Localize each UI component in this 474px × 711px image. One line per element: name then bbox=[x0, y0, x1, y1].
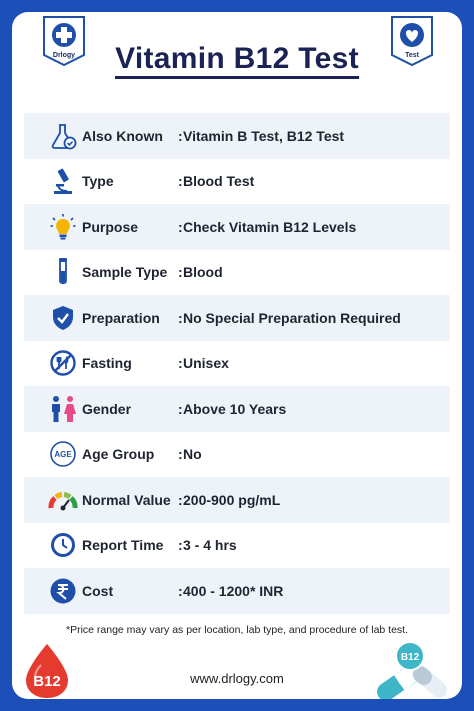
row-label: Also Known bbox=[82, 127, 163, 144]
row-separator: : bbox=[178, 173, 183, 190]
row-label: Normal Value bbox=[82, 491, 171, 508]
test-badge-label: Test bbox=[405, 52, 419, 59]
row-label: Cost bbox=[82, 582, 114, 599]
info-row-purpose bbox=[24, 204, 450, 250]
shield-check-icon bbox=[48, 303, 78, 333]
drop-b12-label: B12 bbox=[33, 673, 61, 690]
row-label: Type bbox=[82, 173, 114, 190]
row-value: Check Vitamin B12 Levels bbox=[183, 218, 357, 235]
info-row-age-group bbox=[24, 432, 450, 478]
test-tube-icon bbox=[48, 257, 78, 287]
info-row-type bbox=[24, 159, 450, 205]
row-value: No bbox=[183, 446, 202, 463]
info-row-fasting bbox=[24, 341, 450, 387]
flask-check-icon bbox=[48, 121, 78, 151]
svg-text:AGE: AGE bbox=[54, 450, 72, 460]
drlogy-badge-label: Drlogy bbox=[52, 52, 76, 59]
capsule-b12-icon bbox=[370, 638, 452, 699]
row-separator: : bbox=[178, 537, 183, 554]
row-value: 200-900 pg/mL bbox=[183, 491, 281, 508]
info-row-normal-value bbox=[24, 477, 450, 523]
row-separator: : bbox=[178, 309, 183, 326]
rupee-icon bbox=[48, 576, 78, 606]
row-separator: : bbox=[178, 400, 183, 417]
row-separator: : bbox=[178, 355, 183, 372]
row-value: Blood Test bbox=[183, 173, 255, 190]
row-value: 3 - 4 hrs bbox=[183, 537, 237, 554]
row-label: Sample Type bbox=[82, 264, 168, 281]
row-value: Blood bbox=[183, 264, 223, 281]
info-row-preparation bbox=[24, 295, 450, 341]
row-separator: : bbox=[178, 264, 183, 281]
capsule-b12-label: B12 bbox=[400, 652, 420, 663]
info-row-also-known bbox=[24, 113, 450, 159]
row-value: Vitamin B Test, B12 Test bbox=[183, 127, 345, 144]
website-link[interactable]: www.drlogy.com bbox=[190, 671, 284, 686]
gender-icon bbox=[48, 394, 78, 424]
info-row-cost bbox=[24, 568, 450, 614]
row-value: 400 - 1200* INR bbox=[183, 582, 284, 599]
no-food-icon bbox=[48, 348, 78, 378]
row-separator: : bbox=[178, 582, 183, 599]
info-table bbox=[24, 113, 450, 614]
microscope-icon bbox=[48, 166, 78, 196]
row-separator: : bbox=[178, 127, 183, 144]
blood-drop-b12-icon bbox=[22, 642, 72, 699]
row-separator: : bbox=[178, 491, 183, 508]
row-label: Fasting bbox=[82, 355, 132, 372]
row-label: Gender bbox=[82, 400, 132, 417]
age-icon bbox=[48, 439, 78, 469]
page-title bbox=[12, 42, 462, 76]
row-label: Report Time bbox=[82, 537, 164, 554]
info-row-sample-type bbox=[24, 250, 450, 296]
lightbulb-icon bbox=[48, 212, 78, 242]
row-separator: : bbox=[178, 218, 183, 235]
gauge-icon bbox=[48, 485, 78, 515]
row-label: Purpose bbox=[82, 218, 139, 235]
info-card bbox=[12, 12, 462, 699]
info-row-gender bbox=[24, 386, 450, 432]
row-value: Above 10 Years bbox=[183, 400, 287, 417]
clock-icon bbox=[48, 530, 78, 560]
row-label: Preparation bbox=[82, 309, 160, 326]
row-separator: : bbox=[178, 446, 183, 463]
row-value: Unisex bbox=[183, 355, 229, 372]
row-label: Age Group bbox=[82, 446, 155, 463]
price-disclaimer: *Price range may vary as per location, lab type, and procedure of lab test. bbox=[65, 624, 409, 636]
page-title-text: Vitamin B12 Test bbox=[115, 42, 359, 79]
row-value: No Special Preparation Required bbox=[183, 309, 401, 326]
info-row-report-time bbox=[24, 523, 450, 569]
